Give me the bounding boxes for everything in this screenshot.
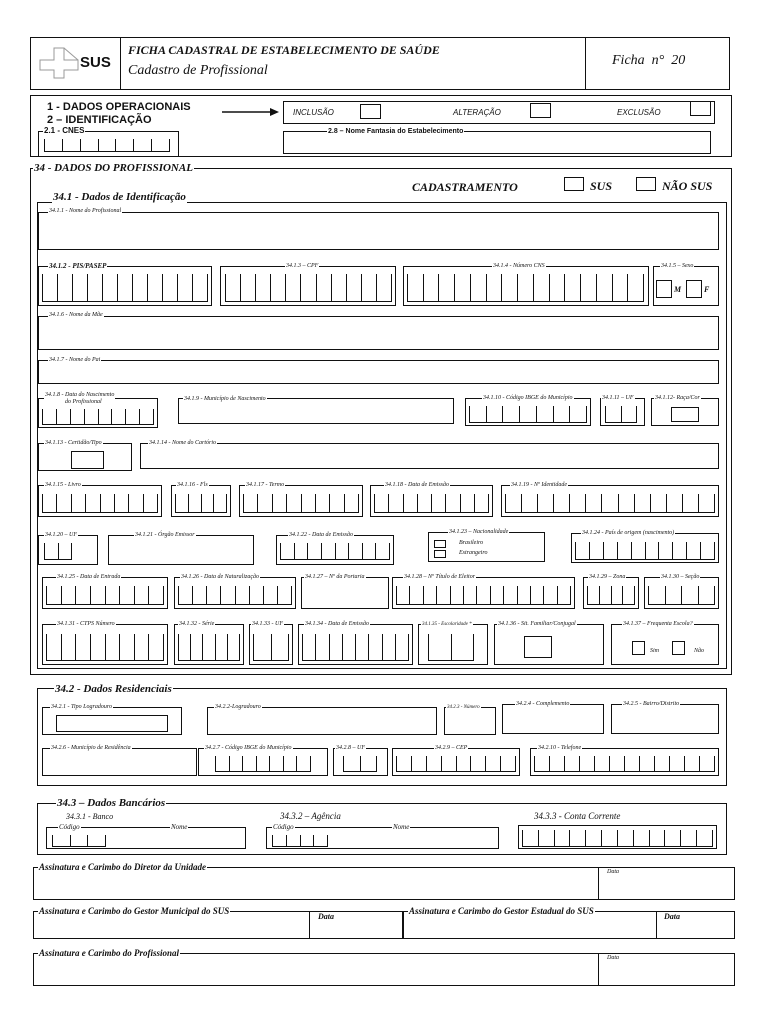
certidao-tipo-label: 34.1.13 - Certidão/Tipo bbox=[45, 440, 102, 446]
assinatura-diretor-label: Assinatura e Carimbo do Diretor da Unidade bbox=[39, 862, 207, 872]
dados-residenciais-title: 34.2 - Dados Residenciais bbox=[55, 683, 172, 695]
pis-pasep-label: 34.1.2 - PIS/PASEP bbox=[49, 262, 107, 270]
ctps-serie-digits[interactable] bbox=[178, 634, 240, 661]
uf-residencia-label: 34.2.8 – UF bbox=[336, 745, 365, 751]
dados-profissional-title: 34 - DADOS DO PROFISSIONAL bbox=[34, 162, 193, 174]
ctps-digits[interactable] bbox=[46, 634, 164, 661]
conta-corrente-digits[interactable] bbox=[522, 830, 713, 847]
cpf-label: 34.1.3 – CPF bbox=[286, 263, 319, 269]
pais-origem-digits[interactable] bbox=[575, 542, 715, 560]
sexo-f-label: F bbox=[704, 285, 710, 294]
ctps-emissao-digits[interactable] bbox=[302, 634, 409, 661]
cep-label: 34.2.9 – CEP bbox=[435, 745, 468, 751]
cns-label: 34.1.4 - Número CNS bbox=[493, 263, 545, 269]
sus-logo-text: SUS bbox=[80, 54, 111, 71]
banco-label: 34.3.1 - Banco bbox=[66, 812, 114, 821]
header-divider-left bbox=[120, 37, 121, 90]
nome-pai-field[interactable] bbox=[38, 360, 719, 384]
data-emissao-digits[interactable] bbox=[374, 494, 489, 513]
agencia-label: 34.3.2 – Agência bbox=[280, 811, 341, 821]
escolaridade-label: 34.1.35 - Escolaridade * bbox=[422, 622, 472, 627]
numero-field[interactable] bbox=[444, 707, 496, 735]
form-subtitle: Cadastro de Profissional bbox=[128, 63, 268, 78]
complemento-field[interactable] bbox=[502, 704, 604, 734]
identidade-label: 34.1.19 - Nº Identidade bbox=[511, 482, 568, 488]
agencia-codigo-digits[interactable] bbox=[272, 835, 328, 847]
sus-checkbox[interactable] bbox=[564, 177, 584, 191]
nome-pai-label: 34.1.7 - Nome do Pai bbox=[49, 357, 101, 363]
ficha-number: Ficha n° 20 bbox=[612, 53, 686, 68]
assinatura-diretor-divider bbox=[598, 867, 599, 900]
frequenta-escola-box bbox=[611, 624, 719, 665]
bairro-label: 34.2.5 - Bairro/Distrito bbox=[623, 701, 680, 707]
brasileiro-label: Brasileiro bbox=[459, 540, 484, 546]
livro-label: 34.1.15 - Livro bbox=[45, 482, 81, 488]
portaria-field[interactable] bbox=[301, 577, 389, 609]
cns-digits[interactable] bbox=[407, 274, 644, 302]
banco-codigo-label: Código bbox=[59, 823, 80, 831]
cep-digits[interactable] bbox=[396, 756, 516, 772]
livro-digits[interactable] bbox=[42, 494, 158, 513]
cpf-digits[interactable] bbox=[225, 274, 392, 302]
sexo-f-checkbox[interactable] bbox=[686, 280, 702, 298]
ctps-uf-digits[interactable] bbox=[253, 634, 289, 661]
zona-digits[interactable] bbox=[587, 586, 635, 605]
complemento-label: 34.2.4 - Complemento bbox=[516, 701, 570, 707]
titulo-eleitor-label: 34.1.28 – Nº Título de Eleitor bbox=[404, 574, 476, 580]
certidao-tipo-input[interactable] bbox=[71, 451, 104, 469]
sus-label: SUS bbox=[590, 179, 613, 193]
data-nascimento-digits[interactable] bbox=[42, 409, 154, 425]
banco-codigo-digits[interactable] bbox=[52, 835, 106, 847]
cadastramento-label: CADASTRAMENTO bbox=[412, 180, 518, 194]
assinatura-gestor-municipal-label: Assinatura e Carimbo do Gestor Municipal do SUS bbox=[39, 906, 230, 916]
data-emissao-label: 34.1.18 - Data de Emissão bbox=[385, 482, 449, 488]
orgao-emissor-label: 34.1.21 - Órgão Emissor bbox=[135, 532, 195, 538]
uf-nascimento-label: 34.1.11 – UF bbox=[602, 395, 634, 401]
nome-fantasia-label: 2.8 – Nome Fantasia do Estabelecimento bbox=[328, 128, 464, 135]
assinatura-profissional-divider bbox=[598, 953, 599, 986]
dados-operacionais-label: 1 - DADOS OPERACIONAIS bbox=[47, 101, 191, 113]
data-gestor-estadual-label: Data bbox=[664, 912, 680, 921]
escolaridade-digits[interactable] bbox=[428, 634, 474, 661]
logradouro-field[interactable] bbox=[207, 707, 437, 735]
identificacao-label: 2 – IDENTIFICAÇÃO bbox=[47, 114, 152, 126]
secao-label: 34.1.30 – Seção bbox=[661, 574, 700, 580]
inclusao-label: INCLUSÃO bbox=[293, 108, 334, 117]
header-divider-right bbox=[585, 37, 586, 90]
pis-pasep-digits[interactable] bbox=[42, 274, 208, 302]
data-naturalizacao-digits[interactable] bbox=[178, 586, 292, 605]
frequenta-sim-checkbox[interactable] bbox=[632, 641, 645, 655]
ctps-label: 34.1.31 - CTPS Número bbox=[57, 621, 115, 627]
ibge-residencia-label: 34.2.7 - Código IBGE do Município bbox=[205, 745, 292, 751]
exclusao-label: EXCLUSÃO bbox=[617, 108, 661, 117]
frequenta-sim-label: Sim bbox=[650, 648, 659, 654]
nome-profissional-field[interactable] bbox=[38, 212, 719, 250]
ctps-uf-label: 34.1.33 - UF bbox=[252, 621, 283, 627]
inclusao-checkbox[interactable] bbox=[360, 104, 381, 119]
data-diretor-label: Data bbox=[607, 869, 619, 875]
sexo-label: 34.1.5 – Sexo bbox=[661, 263, 694, 269]
uf-nascimento-digits[interactable] bbox=[605, 406, 637, 423]
exclusao-checkbox[interactable] bbox=[690, 101, 711, 116]
frequenta-nao-label: Não bbox=[694, 648, 705, 654]
termo-label: 34.1.17 - Termo bbox=[246, 482, 285, 488]
orgao-emissor-field[interactable] bbox=[108, 535, 254, 565]
municipio-nascimento-label: 34.1.9 - Município de Nascimento bbox=[184, 396, 266, 402]
raca-cor-input[interactable] bbox=[671, 407, 699, 422]
assinatura-profissional-label: Assinatura e Carimbo do Profissional bbox=[39, 948, 180, 958]
nao-sus-checkbox[interactable] bbox=[636, 177, 656, 191]
sexo-m-label: M bbox=[674, 285, 682, 294]
titulo-eleitor-digits[interactable] bbox=[396, 586, 571, 605]
alteracao-label: ALTERAÇÃO bbox=[453, 108, 501, 117]
conta-corrente-label: 34.3.3 - Conta Corrente bbox=[534, 811, 621, 821]
nome-cartorio-label: 34.1.14 - Nome do Cartório bbox=[149, 440, 217, 446]
uf-residencia-digits[interactable] bbox=[343, 756, 377, 772]
tipo-logradouro-label: 34.2.1 - Tipo Logradouro bbox=[51, 704, 112, 710]
bairro-field[interactable] bbox=[611, 704, 719, 734]
raca-cor-label: 34.1.12- Raça/Cor bbox=[655, 395, 700, 401]
fls-label: 34.1.16 - Fls bbox=[177, 482, 208, 488]
data-profissional-label: Data bbox=[607, 955, 619, 961]
uf-identidade-label: 34.1.20 – UF bbox=[45, 532, 77, 538]
tipo-logradouro-input[interactable] bbox=[56, 715, 168, 732]
logradouro-label: 34.2.2-Logradouro bbox=[215, 704, 261, 710]
nome-mae-label: 34.1.6 - Nome da Mãe bbox=[49, 312, 103, 318]
identificacao-subtitle: 34.1 - Dados de Identificação bbox=[53, 191, 186, 203]
municipio-residencia-label: 34.2.6 - Município de Residência bbox=[51, 745, 131, 751]
gestor-estadual-divider bbox=[656, 911, 657, 939]
nao-sus-label: NÃO SUS bbox=[662, 179, 713, 193]
sit-familiar-input[interactable] bbox=[524, 636, 552, 658]
form-title: FICHA CADASTRAL DE ESTABELECIMENTO DE SAÚDE bbox=[128, 43, 440, 57]
telefone-label: 34.2.10 - Telefone bbox=[538, 745, 582, 751]
data-emissao-id-digits[interactable] bbox=[280, 543, 390, 560]
agencia-nome-label: Nome bbox=[393, 823, 410, 831]
pais-origem-label: 34.1.24 - País de origem (nascimento) bbox=[582, 530, 675, 536]
sus-logo bbox=[38, 44, 116, 80]
estrangeiro-checkbox[interactable] bbox=[434, 550, 446, 558]
data-nascimento-label-2: do Profissional bbox=[65, 399, 102, 405]
data-naturalizacao-label: 34.1.26 - Data de Naturalização bbox=[181, 574, 259, 580]
ibge-nascimento-digits[interactable] bbox=[469, 406, 587, 423]
estrangeiro-label: Estrangeiro bbox=[459, 550, 488, 556]
sit-familiar-label: 34.1.36 - Sit. Familiar/Conjugal bbox=[498, 621, 576, 627]
data-nascimento-label: 34.1.8 - Data do Nascimento bbox=[45, 392, 115, 398]
secao-digits[interactable] bbox=[648, 586, 715, 605]
sexo-m-checkbox[interactable] bbox=[656, 280, 672, 298]
data-entrada-digits[interactable] bbox=[46, 586, 164, 605]
frequenta-escola-label: 34.1.37 – Frequenta Escola? bbox=[623, 621, 693, 627]
termo-digits[interactable] bbox=[243, 494, 359, 513]
cnes-label: 2.1 - CNES bbox=[44, 126, 85, 135]
assinatura-gestor-estadual-label: Assinatura e Carimbo do Gestor Estadual do SUS bbox=[409, 906, 594, 916]
data-emissao-id-label: 34.1.22 - Data de Emissão bbox=[289, 532, 353, 538]
numero-label: 34.2.3 - Número bbox=[447, 705, 480, 710]
frequenta-nao-checkbox[interactable] bbox=[672, 641, 685, 655]
identidade-digits[interactable] bbox=[505, 494, 715, 513]
dados-bancarios-title: 34.3 – Dados Bancários bbox=[57, 797, 166, 809]
uf-identidade-digits[interactable] bbox=[44, 543, 72, 560]
data-gestor-municipal-label: Data bbox=[318, 912, 334, 921]
nome-mae-field[interactable] bbox=[38, 316, 719, 350]
nome-profissional-label: 34.1.1 - Nome do Profissional bbox=[49, 208, 122, 214]
telefone-digits[interactable] bbox=[534, 756, 715, 772]
arrow-icon bbox=[222, 104, 280, 114]
ctps-emissao-label: 34.1.34 - Data de Emissão bbox=[305, 621, 369, 627]
banco-nome-label: Nome bbox=[171, 823, 188, 831]
ibge-nascimento-label: 34.1.10 - Código IBGE do Município bbox=[483, 395, 573, 401]
data-entrada-label: 34.1.25 - Data de Entrada bbox=[57, 574, 121, 580]
ibge-residencia-digits[interactable] bbox=[215, 756, 311, 772]
nacionalidade-label: 34.1.23 – Nacionalidade bbox=[449, 529, 509, 535]
municipio-residencia-field[interactable] bbox=[42, 748, 197, 776]
agencia-codigo-label: Código bbox=[273, 823, 294, 831]
alteracao-checkbox[interactable] bbox=[530, 103, 551, 118]
ctps-serie-label: 34.1.32 - Série bbox=[179, 621, 215, 627]
portaria-label: 34.1.27 – Nº da Portaria bbox=[305, 574, 365, 580]
fls-digits[interactable] bbox=[175, 494, 227, 513]
gestor-municipal-divider bbox=[309, 911, 310, 939]
zona-label: 34.1.29 – Zona bbox=[589, 574, 626, 580]
brasileiro-checkbox[interactable] bbox=[434, 540, 446, 548]
cnes-digits[interactable] bbox=[44, 139, 170, 152]
nome-cartorio-field[interactable] bbox=[140, 443, 719, 469]
